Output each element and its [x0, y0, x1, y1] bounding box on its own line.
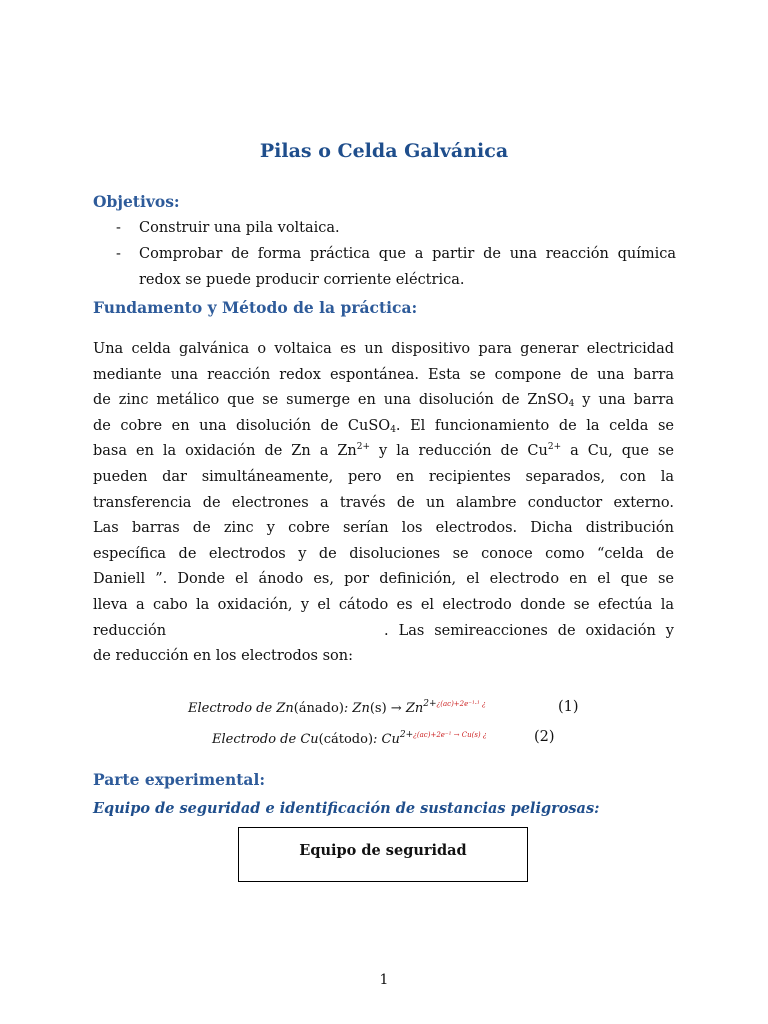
paragraph-line: Las barras de zinc y cobre serían los electrodos. Dicha distribución [93, 520, 674, 537]
superscript: 2+ [423, 699, 437, 709]
paragraph-line: Daniell ”. Donde el ánodo es, por definición, el electrodo en el que se [93, 571, 674, 588]
eq-text: → Zn [386, 701, 424, 716]
list-item [116, 242, 676, 293]
eq-red-text: ¿(ac)+2e⁻¹ → Cu(s) ¿ [413, 731, 487, 739]
fundamento-paragraph [93, 337, 674, 670]
paragraph-line: específica de electrodos y de disoluciones se conoce como “celda de [93, 545, 674, 562]
safety-equipment-table [238, 827, 528, 882]
paragraph-line: mediante una reacción redox espontánea. Esta se compone de una barra [93, 366, 674, 383]
bullet-dash: - [116, 220, 121, 236]
list-item-text: Comprobar de forma práctica que a partir de una reacción química redox se puede producir corriente eléctrica. [139, 246, 676, 288]
bullet-dash: - [116, 246, 121, 262]
subscript: 4 [390, 424, 396, 435]
text-run: . El funcionamiento de la celda se [395, 417, 674, 434]
equation-2 [212, 731, 487, 747]
paragraph-line [93, 439, 674, 465]
paragraph-line: lleva a cabo la oxidación, y el cátodo es el electrodo donde se efectúa la [93, 596, 674, 613]
paragraph-line [93, 414, 674, 440]
text-run: de cobre en una disolución de CuSO [93, 417, 391, 434]
eq-text: : Cu [373, 732, 400, 747]
equation-number: (2) [534, 729, 555, 745]
text-run: de zinc metálico que se sumerge en una disolución de ZnSO [93, 392, 569, 409]
eq-red-text: ¿(ac)+2e⁻¹·¹ ¿ [436, 700, 486, 708]
list-item-text: Construir una pila voltaica. [139, 220, 340, 236]
objetivos-heading: Objetivos: [93, 192, 180, 211]
eq-text: Electrodo de Zn [188, 701, 294, 716]
superscript: 2+ [356, 442, 371, 453]
superscript: 2+ [547, 442, 562, 453]
eq-text: (s) [369, 701, 387, 716]
subscript: 4 [568, 399, 575, 410]
text-run: . Las semireacciones de oxidación y [384, 622, 674, 639]
eq-text: Electrodo de Cu [212, 732, 319, 747]
text-run: y una barra [574, 392, 674, 409]
paragraph-line [93, 388, 674, 414]
text-run: a Cu, que se [561, 443, 674, 460]
paragraph-line: transferencia de electrones a través de un alambre conductor externo. [93, 494, 674, 511]
superscript: 2+ [399, 730, 414, 740]
text-run: basa en la oxidación de Zn a Zn [93, 443, 357, 460]
paragraph-line: pueden dar simultáneamente, pero en recipientes separados, con la [93, 468, 674, 485]
equipo-subheading: Equipo de seguridad e identificación de sustancias peligrosas: [93, 800, 600, 817]
eq-text: : Zn [343, 701, 370, 716]
eq-text: (ánado) [293, 701, 344, 716]
paragraph-line [93, 619, 674, 645]
paragraph-line: Una celda galvánica o voltaica es un dispositivo para generar electricidad [93, 341, 674, 357]
paragraph-line: de reducción en los electrodos son: [93, 648, 353, 665]
text-run: y la reducción de Cu [370, 443, 548, 460]
fundamento-heading: Fundamento y Método de la práctica: [93, 298, 418, 317]
equation-number: (1) [558, 699, 579, 715]
page-number: 1 [379, 972, 389, 988]
list-item [116, 216, 676, 242]
text-run: reducción [93, 622, 167, 639]
equation-1 [188, 700, 486, 716]
parte-experimental-heading: Parte experimental: [93, 770, 266, 789]
eq-text: (cátodo) [318, 732, 374, 747]
table-header: Equipo de seguridad [299, 842, 467, 859]
page-title: Pilas o Celda Galvánica [259, 140, 509, 162]
